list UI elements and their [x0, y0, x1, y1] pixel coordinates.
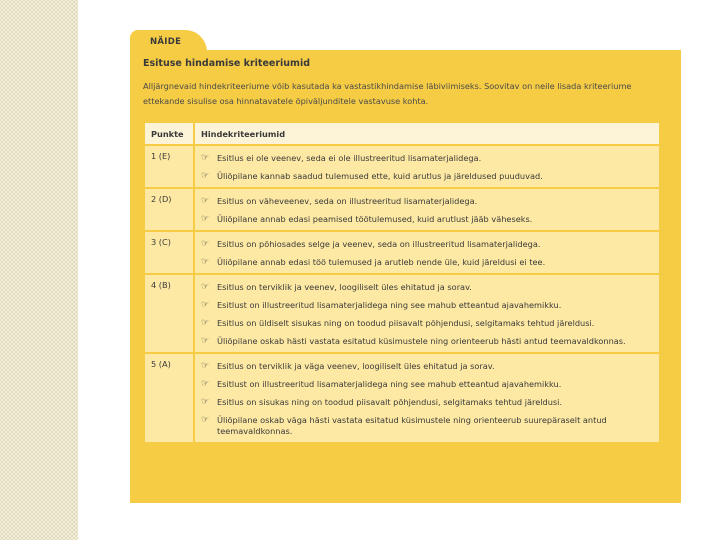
criterion-text: Esitlus on väheveenev, seda on illustreeritud lisamaterjalidega. [217, 196, 478, 206]
criterion-text: Esitlus on terviklik ja veenev, loogiliselt üles ehitatud ja sorav. [217, 282, 472, 292]
pointing-hand-icon: ☞ [201, 318, 210, 328]
criteria-list [201, 196, 653, 225]
row-points: 4 (B) [144, 274, 194, 353]
list-item [201, 318, 653, 329]
list-item [201, 257, 653, 268]
criterion-text: Üliõpilane oskab hästi vastata esitatud küsimustele ning orienteerub hästi antud teemavaldkonnas. [217, 336, 626, 346]
row-criteria [194, 188, 660, 231]
criterion-text: Esitlust on illustreeritud lisamaterjalidega ning see mahub etteantud ajavahemikku. [217, 300, 562, 310]
example-card [130, 50, 681, 503]
criterion-text: Esitlust on illustreeritud lisamaterjalidega ning see mahub etteantud ajavahemikku. [217, 379, 562, 389]
criteria-table [143, 121, 661, 444]
list-item [201, 415, 653, 437]
list-item [201, 214, 653, 225]
criterion-text: Esitlus on üldiselt sisukas ning on toodud piisavalt põhjendusi, selgitamaks tehtud järeldusi. [217, 318, 595, 328]
list-item [201, 282, 653, 293]
table-row [144, 353, 660, 443]
pointing-hand-icon: ☞ [201, 153, 210, 163]
criterion-text: Esitlus ei ole veenev, seda ei ole illustreeritud lisamaterjalidega. [217, 153, 482, 163]
pointing-hand-icon: ☞ [201, 196, 210, 206]
card-title: Esituse hindamise kriteeriumid [143, 58, 311, 69]
table-header-row [144, 122, 660, 145]
pointing-hand-icon: ☞ [201, 257, 210, 267]
pointing-hand-icon: ☞ [201, 214, 210, 224]
list-item [201, 361, 653, 372]
list-item [201, 336, 653, 347]
pointing-hand-icon: ☞ [201, 379, 210, 389]
row-points: 1 (E) [144, 145, 194, 188]
row-criteria [194, 353, 660, 443]
pointing-hand-icon: ☞ [201, 282, 210, 292]
row-criteria [194, 274, 660, 353]
pointing-hand-icon: ☞ [201, 397, 210, 407]
table-row [144, 274, 660, 353]
pointing-hand-icon: ☞ [201, 361, 210, 371]
row-points: 5 (A) [144, 353, 194, 443]
criteria-list [201, 239, 653, 268]
list-item [201, 397, 653, 408]
table-row [144, 231, 660, 274]
row-criteria [194, 145, 660, 188]
pointing-hand-icon: ☞ [201, 171, 210, 181]
criteria-column-header: Hindekriteeriumid [194, 122, 660, 145]
list-item [201, 300, 653, 311]
criterion-text: Esitlus on terviklik ja väga veenev, loogiliselt üles ehitatud ja sorav. [217, 361, 495, 371]
criterion-text: Esitlus on sisukas ning on toodud piisavalt põhjendusi, selgitamaks tehtud järeldusi. [217, 397, 563, 407]
table-row [144, 145, 660, 188]
pointing-hand-icon: ☞ [201, 239, 210, 249]
points-column-header: Punkte [144, 122, 194, 145]
criterion-text: Üliõpilane annab edasi peamised töötulemused, kuid arutlust jääb väheseks. [217, 214, 533, 224]
criterion-text: Üliõpilane annab edasi töö tulemused ja arutleb nende üle, kuid järeldusi ei tee. [217, 257, 546, 267]
list-item [201, 171, 653, 182]
decorative-side-pattern [0, 0, 78, 540]
pointing-hand-icon: ☞ [201, 336, 210, 346]
list-item [201, 153, 653, 164]
list-item [201, 196, 653, 207]
pointing-hand-icon: ☞ [201, 300, 210, 310]
table-row [144, 188, 660, 231]
criterion-text: Esitlus on põhiosades selge ja veenev, seda on illustreeritud lisamaterjalidega. [217, 239, 541, 249]
pointing-hand-icon: ☞ [201, 415, 210, 425]
criterion-text: Üliõpilane kannab saadud tulemused ette, kuid arutlus ja järeldused puuduvad. [217, 171, 543, 181]
list-item [201, 379, 653, 390]
criteria-list [201, 282, 653, 347]
intro-paragraph: Alljärgnevaid hindekriteeriume võib kasutada ka vastastikhindamise läbiviimiseks. Soovitav on neile lisada kriteeriume ettekande sisulise osa hinnatavatele õpiväljunditele vastavuse kohta. [143, 81, 632, 106]
criterion-text: Üliõpilane oskab väga hästi vastata esitatud küsimustele ning orienteerub suurepäraselt antud teemavaldkonnas. [217, 415, 607, 436]
example-tab-label: NÄIDE [130, 30, 207, 52]
row-criteria [194, 231, 660, 274]
row-points: 3 (C) [144, 231, 194, 274]
row-points: 2 (D) [144, 188, 194, 231]
criteria-list [201, 153, 653, 182]
criteria-list [201, 361, 653, 437]
list-item [201, 239, 653, 250]
